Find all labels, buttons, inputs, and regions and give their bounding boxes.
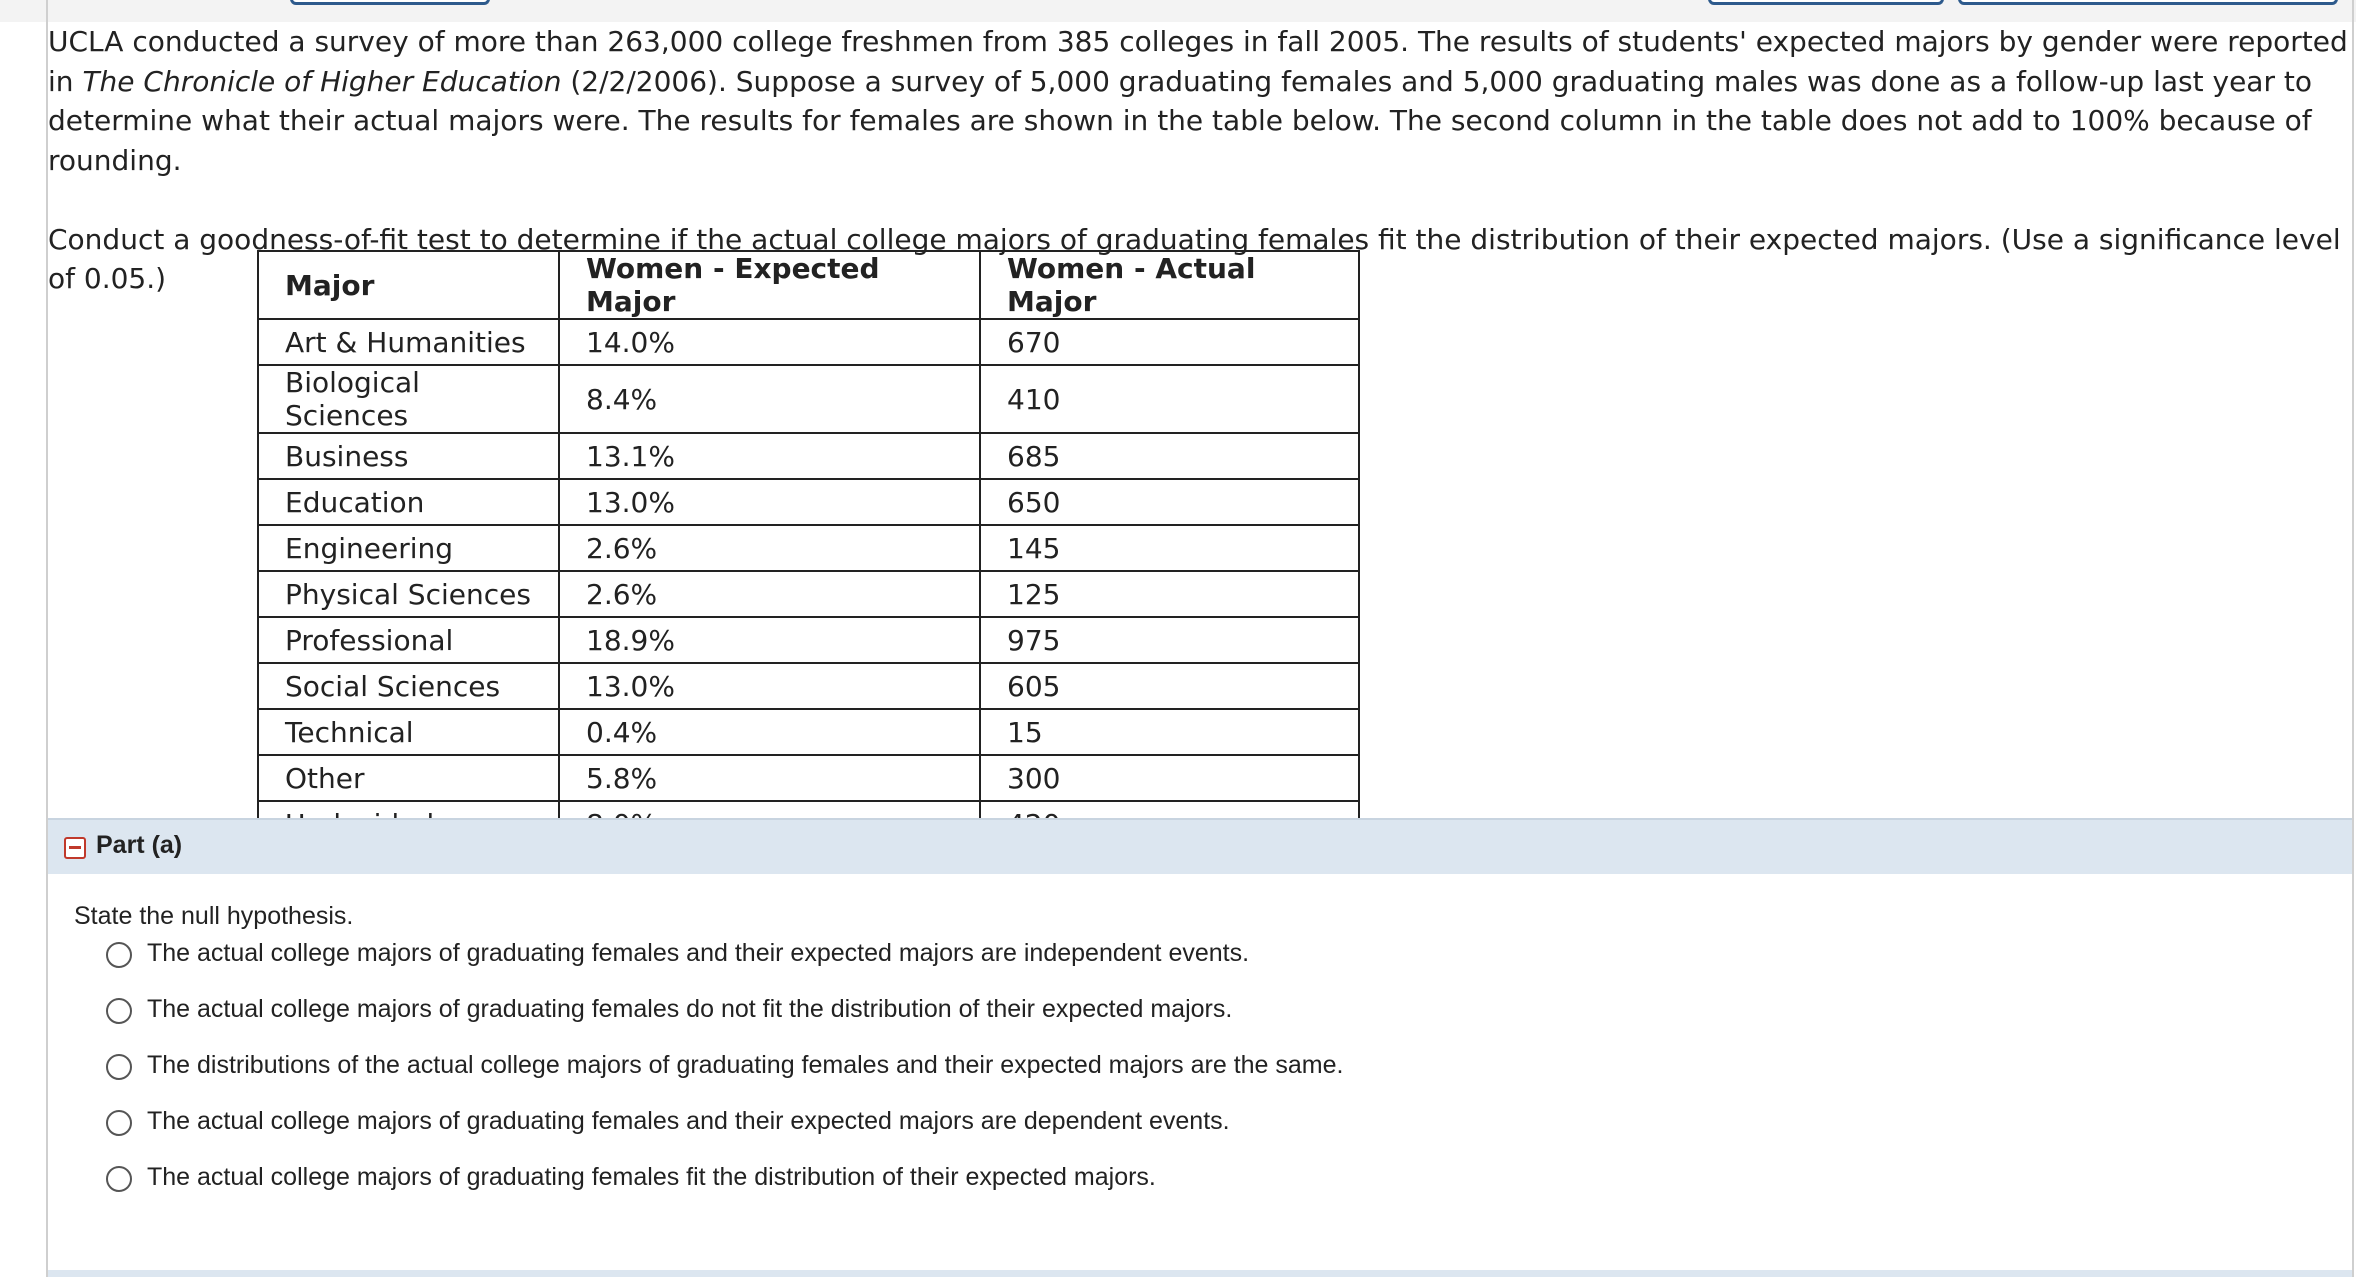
table-row [258,663,1359,709]
cell-actual: 975 [980,617,1359,663]
option-label[interactable]: The actual college majors of graduating females and their expected majors are independent events. [147,939,1250,967]
cell-major: Technical [258,709,559,755]
table-row [258,525,1359,571]
table-header-row [258,251,1359,319]
radio-button[interactable] [106,1110,132,1136]
table-row [258,709,1359,755]
top-button-left[interactable] [290,0,490,5]
top-button-right-1[interactable] [1708,0,1944,5]
cell-major: Social Sciences [258,663,559,709]
cell-actual: 15 [980,709,1359,755]
next-part-header-edge [48,1270,2352,1277]
cell-actual: 685 [980,433,1359,479]
collapse-icon[interactable] [64,837,86,859]
question-prompt: State the null hypothesis. [74,902,354,930]
cell-major: Business [258,433,559,479]
header-major: Major [258,251,559,319]
table-row [258,617,1359,663]
cell-actual: 650 [980,479,1359,525]
cell-major: Physical Sciences [258,571,559,617]
cell-actual: 410 [980,365,1359,433]
cell-actual: 605 [980,663,1359,709]
intro-publication-title: The Chronicle of Higher Education [82,64,562,98]
radio-button[interactable] [106,942,132,968]
cell-major: Education [258,479,559,525]
table-row [258,433,1359,479]
cell-expected: 5.8% [559,755,980,801]
top-button-right-2[interactable] [1958,0,2338,5]
cell-expected: 2.6% [559,525,980,571]
cell-expected: 8.4% [559,365,980,433]
cell-actual: 300 [980,755,1359,801]
cell-major: Other [258,755,559,801]
task-paragraph: Conduct a goodness-of-fit test to determine if the actual college majors of graduating females fit the distribution of their expected majors. (Use a significance level of 0.05.) [48,223,2341,295]
intro-text-1: UCLA conducted a survey of more than 263,000 college freshmen from 385 colleges in fall 2005. The results of students' expected majors by gender were reported in [48,25,2348,98]
table-row [258,365,1359,433]
header-expected: Women - Expected Major [559,251,980,319]
part-a-label: Part (a) [96,831,183,859]
option-label[interactable]: The actual college majors of graduating females and their expected majors are dependent events. [147,1107,1230,1135]
part-a-header[interactable] [48,818,2352,874]
cell-actual: 125 [980,571,1359,617]
radio-button[interactable] [106,998,132,1024]
option-label[interactable]: The distributions of the actual college majors of graduating females and their expected majors are the same. [147,1051,1344,1079]
table-row [258,571,1359,617]
header-actual: Women - Actual Major [980,251,1359,319]
cell-expected: 18.9% [559,617,980,663]
option-label[interactable]: The actual college majors of graduating females do not fit the distribution of their expected majors. [147,995,1233,1023]
majors-table [257,250,1360,848]
cell-major: Art & Humanities [258,319,559,365]
table-row [258,755,1359,801]
cell-expected: 0.4% [559,709,980,755]
intro-paragraph [48,22,2348,180]
cell-major: Biological Sciences [258,365,559,433]
cell-expected: 2.6% [559,571,980,617]
cell-actual: 670 [980,319,1359,365]
cell-expected: 14.0% [559,319,980,365]
table-row [258,479,1359,525]
cell-expected: 13.0% [559,663,980,709]
option-label[interactable]: The actual college majors of graduating females fit the distribution of their expected majors. [147,1163,1156,1191]
table-row [258,319,1359,365]
cell-major: Engineering [258,525,559,571]
radio-button[interactable] [106,1166,132,1192]
intro-text-2: (2/2/2006). Suppose a survey of 5,000 graduating females and 5,000 graduating males was done as a follow-up last year to determine what their actual majors were. The results for females are shown in the table below. The second column in the table does not add to 100% because of rounding. [48,64,2312,177]
cell-expected: 13.0% [559,479,980,525]
radio-button[interactable] [106,1054,132,1080]
content-right-border [2352,0,2354,1277]
cell-major: Professional [258,617,559,663]
cell-actual: 145 [980,525,1359,571]
cell-expected: 13.1% [559,433,980,479]
